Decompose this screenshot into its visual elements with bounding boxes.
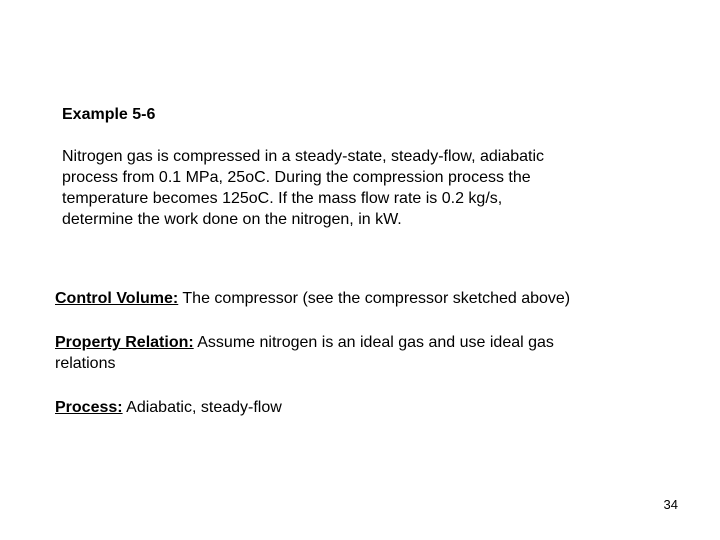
property-relation-label: Property Relation: — [55, 334, 194, 351]
process-text: Adiabatic, steady-flow — [122, 399, 282, 416]
page-number: 34 — [663, 497, 678, 512]
problem-line-3: temperature becomes 125oC. If the mass flow rate is 0.2 kg/s, — [62, 190, 503, 207]
problem-line-4: determine the work done on the nitrogen, in kW. — [62, 211, 402, 228]
property-relation-line — [55, 332, 695, 353]
process-label: Process: — [55, 399, 123, 416]
control-volume-text: The compressor (see the compressor sketched above) — [178, 290, 571, 307]
problem-statement — [62, 146, 662, 230]
process-line — [55, 397, 695, 418]
property-relation-continuation: relations — [55, 355, 116, 372]
control-volume-label: Control Volume: — [55, 290, 179, 307]
example-title: Example 5-6 — [62, 106, 156, 123]
property-relation-text: Assume nitrogen is an ideal gas and use ideal gas — [193, 334, 554, 351]
property-relation-section — [55, 332, 695, 374]
control-volume-section — [55, 288, 695, 309]
process-section — [55, 397, 695, 418]
problem-line-1: Nitrogen gas is compressed in a steady-state, steady-flow, adiabatic — [62, 148, 545, 165]
problem-line-2: process from 0.1 MPa, 25oC. During the compression process the — [62, 169, 531, 186]
control-volume-line — [55, 288, 695, 309]
